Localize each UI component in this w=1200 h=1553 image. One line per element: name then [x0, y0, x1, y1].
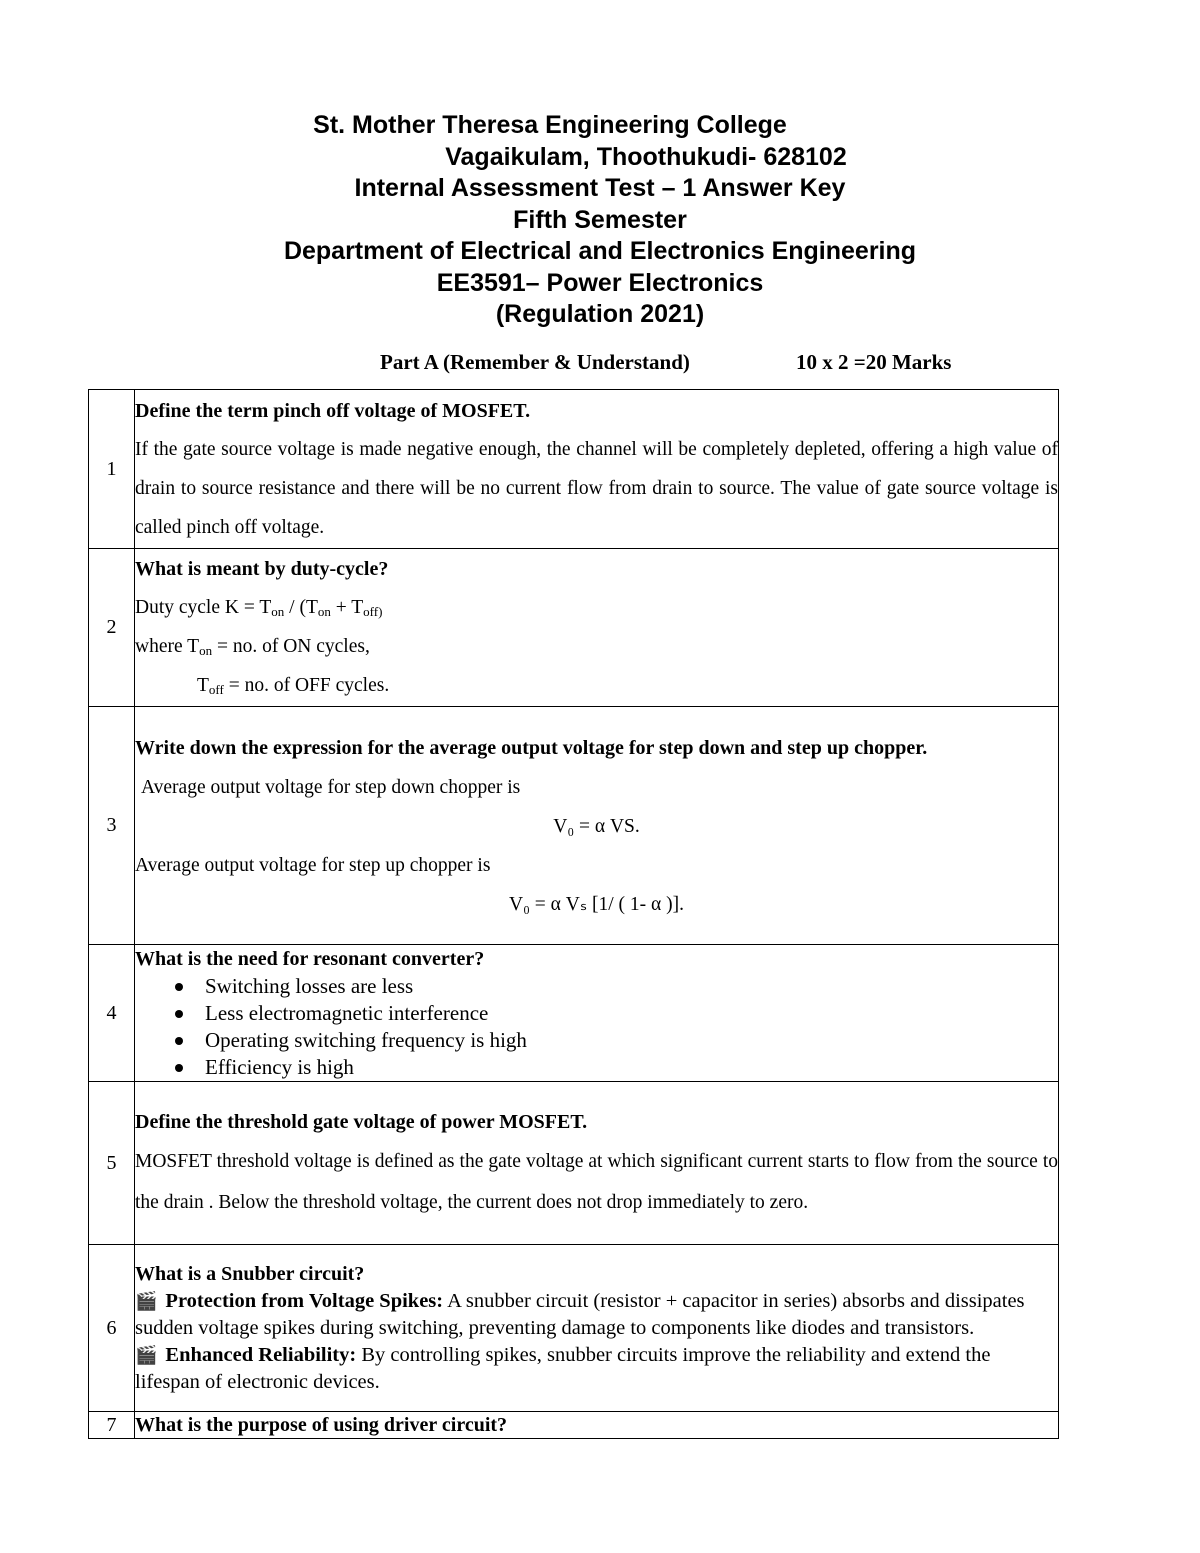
document-header — [0, 110, 1200, 331]
question-cell — [135, 1082, 1059, 1245]
question-text: What is meant by duty-cycle? — [135, 558, 389, 580]
regulation: (Regulation 2021) — [495, 300, 705, 328]
list-item: Efficiency is high — [205, 1054, 1058, 1081]
department: Department of Electrical and Electronics Engineering — [283, 237, 917, 265]
list-item: Less electromagnetic interference — [205, 1000, 1058, 1027]
semester: Fifth Semester — [513, 205, 687, 234]
question-cell — [135, 1245, 1059, 1412]
table-row — [89, 1412, 1059, 1439]
part-a-title: Part A (Remember & Understand) — [380, 350, 690, 374]
college-address: Vagaikulam, Thoothukudi- 628102 — [445, 142, 847, 171]
bullet-list — [135, 973, 1058, 1081]
question-text: What is the need for resonant converter? — [135, 948, 485, 970]
clapper-icon: 🎬 — [135, 1291, 158, 1311]
question-text: What is the purpose of using driver circuit? — [135, 1414, 508, 1436]
question-text: Write down the expression for the average output voltage for step down and step up chopper. — [135, 736, 928, 759]
question-number: 5 — [89, 1082, 135, 1245]
table-row — [89, 707, 1059, 945]
list-item: 🎬 Protection from Voltage Spikes: A snubber circuit (resistor + capacitor in series) absorbs and dissipates sudden voltage spikes during switching, preventing damage to components like diodes and transistors. — [135, 1290, 1025, 1339]
table-row — [89, 549, 1059, 707]
part-a-marks: 10 x 2 =20 Marks — [796, 350, 952, 374]
ton-definition: where $T_{on}$ = no. of ON cycles, — [135, 636, 370, 658]
college-name: St. Mother Theresa Engineering College — [313, 111, 787, 139]
table-row — [89, 945, 1059, 1082]
duty-cycle-formula: Duty cycle $K = T_{on} / (T_{on} + T_{off)}$ — [135, 597, 383, 619]
list-item: Operating switching frequency is high — [205, 1027, 1058, 1054]
question-number: 1 — [89, 390, 135, 549]
question-cell — [135, 549, 1059, 707]
list-item: 🎬 Enhanced Reliability: By controlling spikes, snubber circuits improve the reliability and extend the lifespan of electronic devices. — [135, 1344, 991, 1393]
question-number: 3 — [89, 707, 135, 945]
answer-key-table — [88, 389, 1059, 1439]
table-row — [89, 1245, 1059, 1412]
question-number: 6 — [89, 1245, 135, 1412]
test-title: Internal Assessment Test – 1 Answer Key — [354, 174, 846, 202]
question-cell — [135, 390, 1059, 549]
part-a-heading — [380, 350, 952, 375]
question-number: 7 — [89, 1412, 135, 1439]
clapper-icon: 🎬 — [135, 1345, 158, 1365]
question-number: 4 — [89, 945, 135, 1082]
answer-text: Average output voltage for step down chopper is — [141, 776, 521, 798]
answer-text: Average output voltage for step up chopper is — [135, 854, 491, 876]
toff-definition: $T_{off}$ = no. of OFF cycles. — [197, 675, 390, 697]
course-title: EE3591– Power Electronics — [436, 268, 764, 297]
equation: V₀ = α VS. — [553, 815, 640, 837]
answer-text: If the gate source voltage is made negative enough, the channel will be completely depleted, offering a high value of drain to source resistance and there will be no current flow from drain to source. The value of gate source voltage is called pinch off voltage. — [135, 438, 1058, 538]
question-cell — [135, 945, 1059, 1082]
table-row — [89, 1082, 1059, 1245]
question-number: 2 — [89, 549, 135, 707]
question-cell — [135, 1412, 1059, 1439]
question-text: Define the term pinch off voltage of MOSFET. — [135, 399, 531, 422]
answer-text: MOSFET threshold voltage is defined as the gate voltage at which significant current starts to flow from the source to the drain . Below the threshold voltage, the current does not drop immediately to zero. — [135, 1151, 1058, 1213]
question-text: What is a Snubber circuit? — [135, 1263, 365, 1285]
question-cell — [135, 707, 1059, 945]
question-text: Define the threshold gate voltage of power MOSFET. — [135, 1111, 588, 1133]
equation: V₀ = α Vₛ [1/ ( 1- α )]. — [509, 893, 684, 915]
list-item: Switching losses are less — [205, 973, 1058, 1000]
table-row — [89, 390, 1059, 549]
